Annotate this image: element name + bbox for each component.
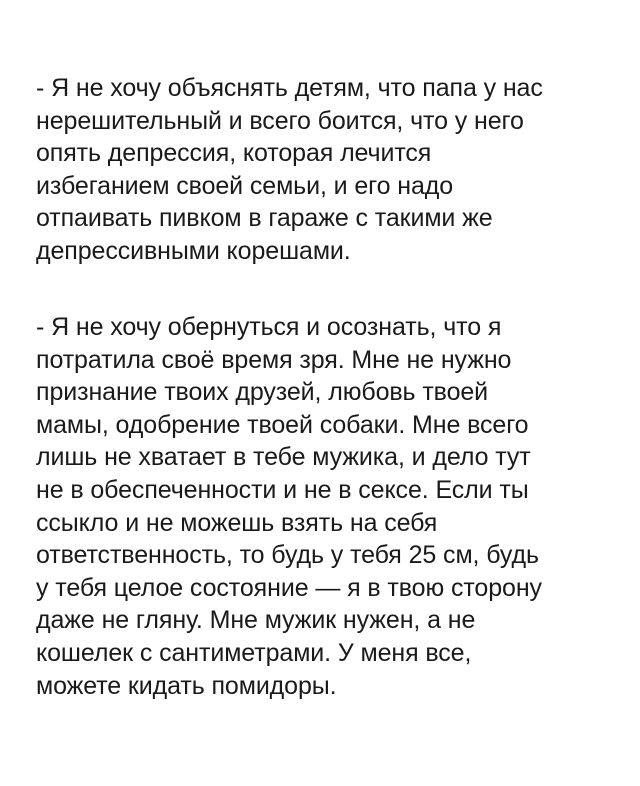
text-line: - Я не хочу объяснять детям, что папа у нас (36, 74, 543, 102)
text-line: ответственность, то будь у тебя 25 см, будь (36, 541, 539, 570)
text-line: отпаивать пивком в гараже с такими же (36, 204, 493, 233)
text-line: кошелек с сантиметрами. У меня все, (36, 638, 472, 667)
text-line: у тебя целое состояние — я в твою сторону (36, 573, 542, 602)
text-line: потратила своё время зря. Мне не нужно (36, 345, 512, 374)
text-line: мамы, одобрение твоей собаки. Мне всего (36, 410, 529, 439)
paragraph-1 (36, 72, 616, 268)
text-line: - Я не хочу обернуться и осознать, что я (36, 313, 502, 341)
text-line: можете кидать помидоры. (36, 671, 337, 700)
text-line: избеганием своей семьи, и его надо (36, 171, 454, 200)
text-line: лишь не хватает в тебе мужика, и дело тут (36, 443, 531, 472)
text-line: даже не гляну. Мне мужик нужен, а не (36, 606, 476, 635)
text-line: не в обеспеченности и не в сексе. Если ты (36, 475, 529, 504)
text-line: признание твоих друзей, любовь твоей (36, 378, 489, 407)
text-line: опять депрессия, которая лечится (36, 139, 432, 168)
paragraph-2 (36, 311, 616, 702)
text-line: ссыкло и не можешь взять на себя (36, 508, 438, 537)
text-line: депрессивными корешами. (36, 236, 351, 265)
text-line: нерешительный и всего боится, что у него (36, 106, 524, 135)
